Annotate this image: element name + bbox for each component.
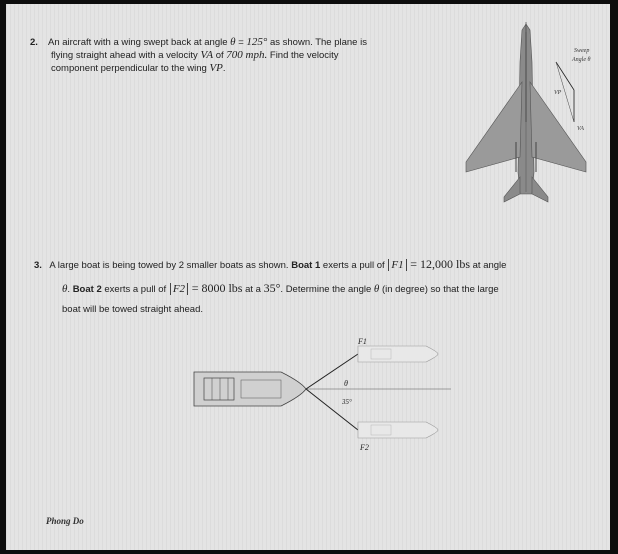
problem-3-text-1b: exerts a pull of — [322, 260, 385, 271]
boat-2-label: Boat 2 — [72, 284, 102, 295]
tow-line-f1 — [306, 354, 358, 389]
problem-3-line-2 — [62, 282, 499, 296]
large-boat — [194, 372, 306, 406]
va-label: VA — [577, 126, 584, 132]
problem-3-text-2d: (in degree) so that the large — [381, 284, 499, 295]
period: . — [222, 63, 226, 74]
va-symbol: VA — [200, 49, 214, 61]
problem-2-text-1a: An aircraft with a wing swept back at angle — [47, 37, 228, 48]
problem-2-number: 2. — [30, 37, 38, 48]
problem-2-text-2b: of — [215, 50, 224, 61]
problem-3-line-1 — [34, 258, 506, 272]
angle-35-label: 35° — [342, 398, 352, 406]
vp-symbol: VP — [209, 62, 223, 74]
f2-magnitude: F2 — [170, 283, 188, 295]
boat-towing-diagram — [186, 332, 456, 462]
problem-3-text-2c: . Determine the angle — [280, 284, 372, 295]
period-2: . — [67, 284, 71, 295]
worksheet-page — [6, 4, 610, 550]
tow-line-f2 — [306, 389, 358, 430]
boat-1-label: Boat 1 — [291, 260, 321, 271]
problem-2-text-1b: as shown. The plane is — [269, 37, 367, 48]
angle-35-value: 35° — [263, 281, 281, 295]
author-signature: Phong Do — [46, 516, 84, 526]
problem-3-line-3 — [62, 304, 203, 316]
problem-2-text-3a: component perpendicular to the wing — [51, 63, 207, 74]
theta-symbol-3: θ — [373, 283, 380, 295]
problem-3-text-1a: A large boat is being towed by 2 smaller boats as shown. — [49, 260, 289, 271]
problem-2-text-2c: Find the velocity — [269, 50, 339, 61]
f1-value: = 12,000 lbs — [410, 257, 470, 271]
problem-3-text-2a: exerts a pull of — [104, 284, 167, 295]
problem-3-text-3: boat will be towed straight ahead. — [62, 304, 204, 315]
f1-label: F1 — [358, 337, 367, 346]
sweep-angle-label-1: Sweep — [574, 48, 590, 54]
sweep-angle-label-2: Angle θ — [572, 57, 591, 63]
theta-symbol-2: θ — [62, 283, 68, 295]
problem-3-text-2b: at a — [245, 284, 261, 295]
theta-label: θ — [344, 379, 348, 388]
theta-symbol: θ — [230, 36, 236, 48]
problem-2-text-2a: flying straight ahead with a velocity — [51, 50, 198, 61]
f1-magnitude: F1 — [388, 259, 406, 271]
problem-3-number: 3. — [34, 260, 42, 271]
small-boat-1 — [358, 346, 438, 362]
sweep-angle-value: 125° — [246, 36, 268, 48]
speed-value: 700 mph. — [226, 49, 268, 61]
equals-sign: = — [238, 37, 244, 48]
vp-label: VP — [554, 90, 562, 96]
problem-2-line-2 — [51, 49, 339, 62]
problem-3-text-1c: at angle — [472, 260, 507, 271]
small-boat-2 — [358, 422, 438, 438]
problem-2-line-3 — [51, 62, 226, 75]
aircraft-diagram — [446, 22, 606, 212]
problem-2-line-1 — [30, 36, 367, 49]
vp-vector-arrow — [556, 62, 574, 90]
f2-label: F2 — [360, 443, 369, 452]
f2-value: = 8000 lbs — [191, 281, 243, 295]
